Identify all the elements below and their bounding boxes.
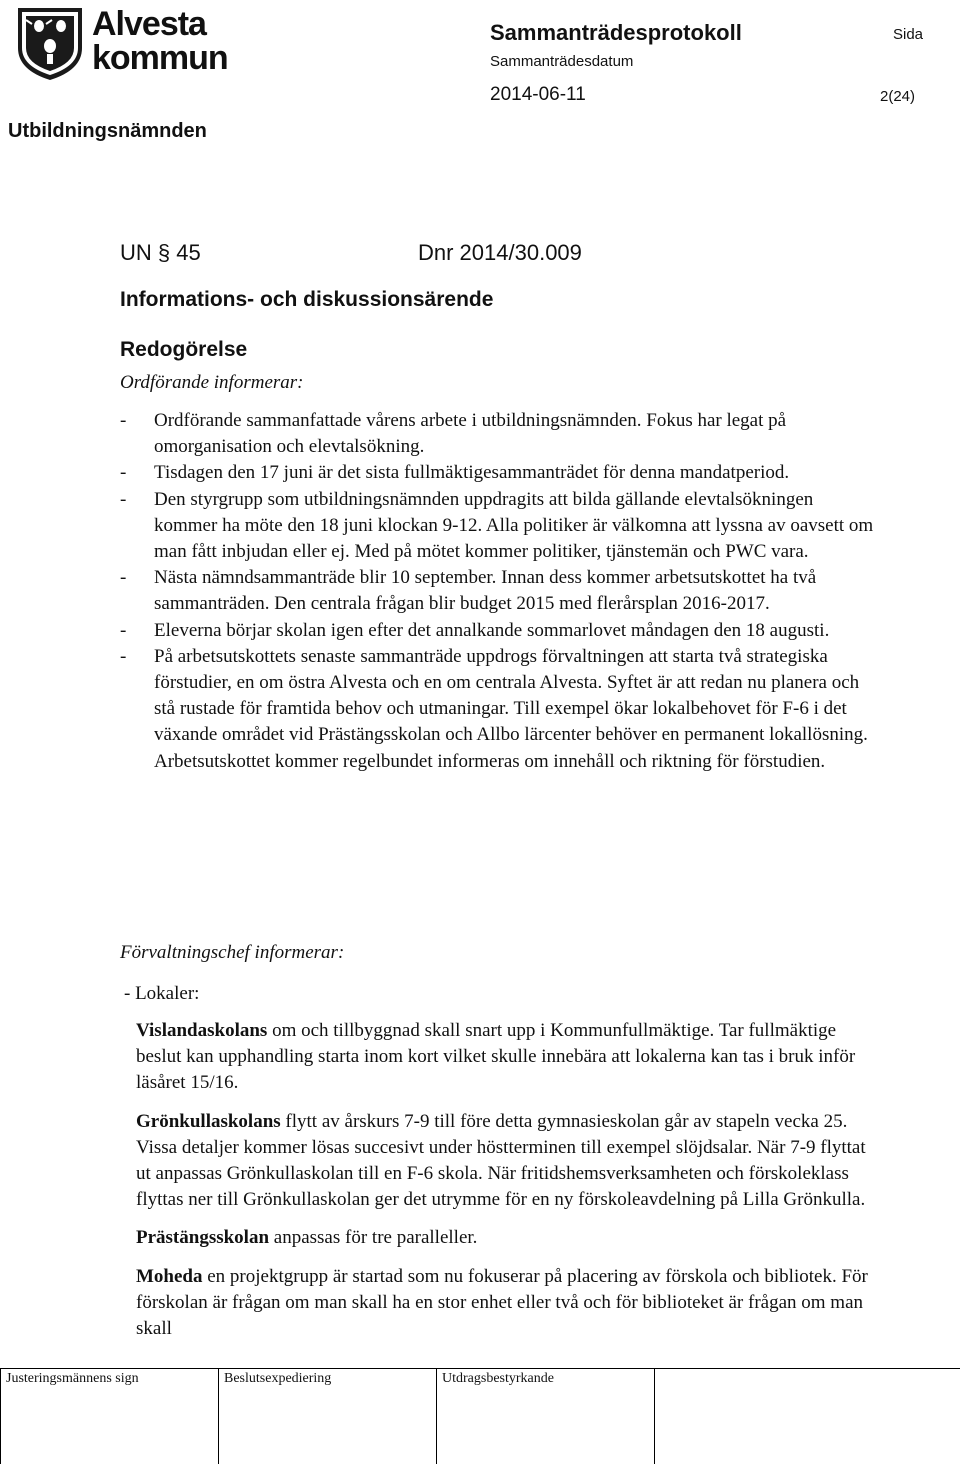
meeting-date: 2014-06-11: [490, 84, 586, 105]
paragraph: [136, 1018, 881, 1097]
page-number: 2(24): [880, 88, 916, 105]
document-title: Sammanträdesprotokoll: [490, 20, 742, 45]
paragraph: [136, 1225, 881, 1251]
school-name: Prästängsskolan: [136, 1227, 270, 1249]
page-label: Sida: [893, 26, 924, 43]
list-item: [120, 618, 880, 644]
list-item: [120, 408, 880, 460]
list-item: [120, 487, 880, 566]
paragraph-text: om och tillbyggnad skall snart upp i Kommunfullmäktige. Tar fullmäktige beslut kan upphandling starta inom kort vilket skulle innebära att lokalerna kan tas i bruk inför läsåret 15/16.: [136, 1020, 856, 1094]
dash-marker: -: [120, 462, 127, 484]
logo-text-kommun: kommun: [92, 39, 228, 77]
footer-cell-extract: [436, 1368, 437, 1464]
dash-marker: -: [120, 567, 127, 589]
paragraph: [136, 1109, 881, 1214]
list-item-text: Eleverna börjar skolan igen efter det annalkande sommarlovet måndagen den 18 augusti.: [154, 619, 830, 641]
crest-icon: [18, 8, 82, 80]
footer-cell-blank: [654, 1368, 655, 1464]
list-item-text: På arbetsutskottets senaste sammanträde uppdrogs förvaltningen att starta två strategiska förstudier, en om östra Alvesta och en om centrala Alvesta. Syftet är att redan nu planera och stå rustade för framtida behov och utmaningar. Till exempel ökar lokalbehovet för F-6 i det växande området vid Prästängsskolan och Allbo lärcenter behöver en permanent lokallösning. Arbetsutskottet kommer regelbundet informeras om innehåll och riktning för förstudien.: [154, 645, 868, 772]
footer-cell-expedition: [218, 1368, 219, 1464]
dash-marker: -: [120, 619, 127, 641]
school-name: Moheda: [136, 1265, 203, 1287]
footer-extract-label: Utdragsbestyrkande: [442, 1371, 554, 1386]
paragraph: [136, 1264, 881, 1343]
list-item-text: Tisdagen den 17 juni är det sista fullmäktigesammanträdet för denna mandatperiod.: [154, 462, 790, 484]
footer-divider: [0, 1368, 960, 1369]
list-item: [120, 644, 880, 775]
dash-marker: -: [120, 488, 127, 510]
footer-sign-label: Justeringsmännens sign: [6, 1371, 139, 1386]
list-item-text: Ordförande sammanfattade vårens arbete i utbildningsnämnden. Fokus har legat på omorganisation och elevtalsökning.: [154, 410, 787, 458]
list-item-text: Nästa nämndsammanträde blir 10 september. Innan dess kommer arbetsutskottet ha två sammanträden. Den centrala frågan blir budget 2015 med flerårsplan 2016-2017.: [154, 567, 817, 615]
date-label: Sammanträdesdatum: [490, 53, 634, 70]
case-number: UN § 45: [120, 240, 201, 265]
case-dnr: Dnr 2014/30.009: [418, 240, 582, 265]
list-item: [120, 565, 880, 617]
dash-marker: -: [120, 645, 127, 667]
footer-cell-sign: [0, 1368, 1, 1464]
committee-name: Utbildningsnämnden: [8, 120, 207, 142]
premises-paragraphs: [136, 1018, 881, 1354]
premises-subheading: - Lokaler:: [124, 983, 200, 1004]
director-informs-lead: Förvaltningschef informerar:: [120, 942, 345, 963]
chair-info-list: [120, 408, 880, 775]
list-item: [120, 460, 880, 486]
paragraph-text: en projektgrupp är startad som nu fokuserar på placering av förskola och bibliotek. För förskolan är frågan om man skall ha en stor enhet eller två och för biblioteket är frågan om man skall: [136, 1265, 868, 1340]
section-heading-redogorelse: Redogörelse: [120, 338, 248, 361]
paragraph-text: flytt av årskurs 7-9 till före detta gymnasieskolan går av stapeln vecka 25. Vissa detaljer kommer lösas succesivt under höstterminen till exempel slöjdsalar. När 7-9 flyttat ut anpassas Grönkullaskolan till en F-6 skola. När fritidshemsverksamheten och förskoleklass flyttas ner till Grönkullaskolan ger det utrymme för en ny förskoleavdelning på Lilla Grönkulla.: [136, 1110, 866, 1211]
school-name: Grönkullaskolans: [136, 1110, 281, 1132]
case-subject: Informations- och diskussionsärende: [120, 288, 494, 311]
paragraph-text: anpassas för tre paralleller.: [269, 1227, 478, 1249]
footer-expedition-label: Beslutsexpediering: [224, 1371, 332, 1386]
dash-marker: -: [120, 410, 127, 431]
list-item-text: Den styrgrupp som utbildningsnämnden uppdragits att bilda gällande elevtalsökningen kommer ha möte den 18 juni klockan 9-12. Alla politiker är välkomna att lyssna av oavsett om man fått inbjudan eller ej. Med på mötet kommer politiker, tjänstemän och PWC vara.: [154, 488, 874, 563]
school-name: Vislandaskolans: [136, 1020, 268, 1041]
municipality-logo: [12, 4, 242, 84]
chair-informs-lead: Ordförande informerar:: [120, 372, 304, 393]
logo-text-alvesta: Alvesta: [92, 5, 206, 43]
